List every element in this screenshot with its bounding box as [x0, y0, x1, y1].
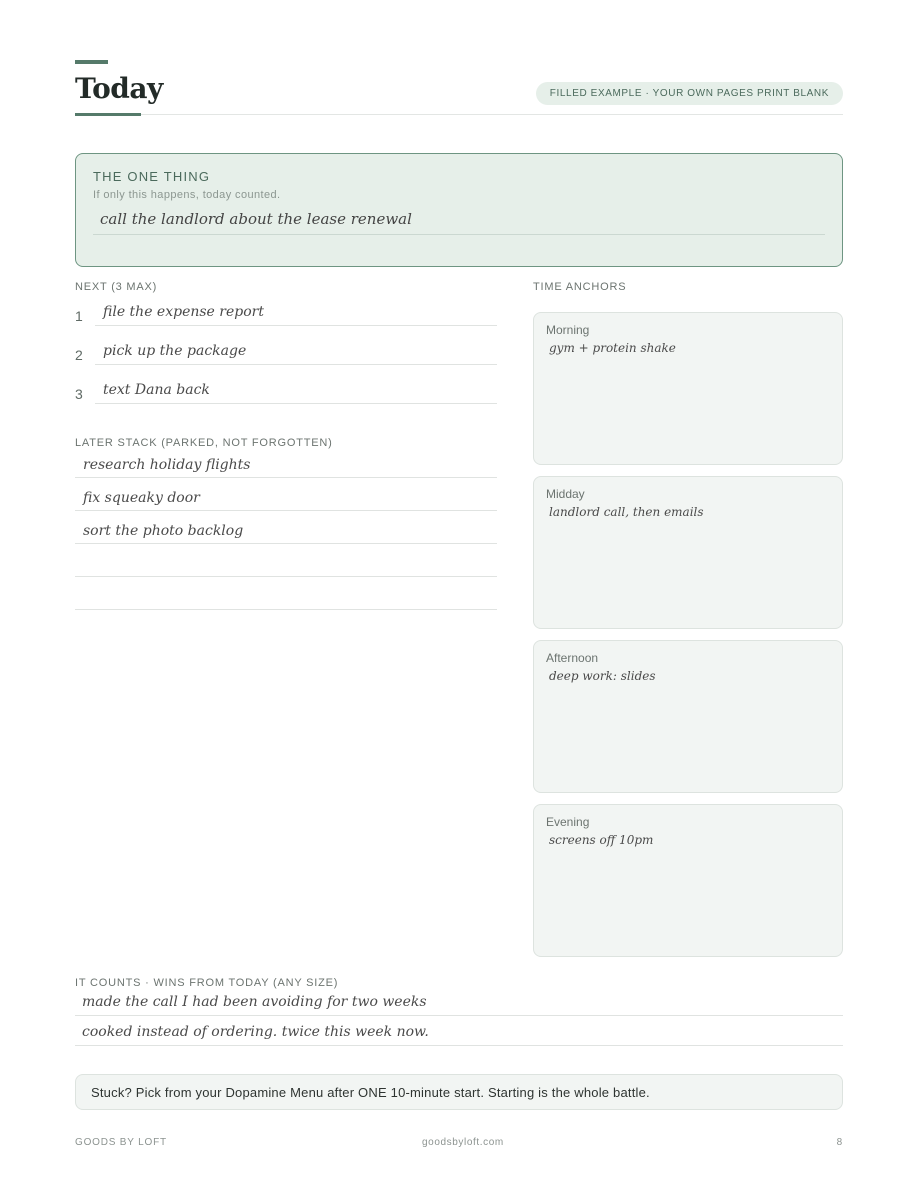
page-number: 8 [836, 1137, 843, 1148]
next-item-text: file the expense report [103, 304, 264, 320]
time-anchor-text: gym + protein shake [549, 341, 676, 355]
time-anchor-text: screens off 10pm [549, 833, 654, 847]
next-item[interactable] [75, 341, 497, 371]
time-anchor-text: deep work: slides [549, 669, 656, 683]
stuck-tip-box [75, 1074, 843, 1110]
one-thing-value[interactable]: call the landlord about the lease renewal [100, 210, 412, 228]
footer-url: goodsbyloft.com [422, 1137, 504, 1148]
later-item[interactable] [75, 522, 497, 552]
next-item-number: 1 [75, 308, 83, 324]
time-anchor-label: Afternoon [546, 651, 599, 665]
next-item-number: 2 [75, 347, 83, 363]
next-item-number: 3 [75, 386, 83, 402]
win-item[interactable] [75, 993, 843, 1023]
time-anchor-label: Morning [546, 323, 590, 337]
next-item-text: text Dana back [103, 382, 210, 398]
win-item[interactable] [75, 1023, 843, 1053]
example-badge: FILLED EXAMPLE · YOUR OWN PAGES PRINT BLANK [536, 82, 843, 105]
later-item-text: sort the photo backlog [83, 523, 244, 539]
one-thing-subtitle: If only this happens, today counted. [93, 189, 281, 201]
next-item-text: pick up the package [103, 343, 247, 359]
next-item[interactable] [75, 380, 497, 410]
writing-line [75, 543, 497, 544]
time-anchor-morning[interactable] [533, 312, 843, 465]
one-thing-writing-line [93, 234, 825, 235]
later-stack-label: LATER STACK (PARKED, NOT FORGOTTEN) [75, 437, 333, 449]
footer-brand: GOODS BY LOFT [75, 1137, 167, 1148]
writing-line [75, 1015, 843, 1016]
wins-label: IT COUNTS · WINS FROM TODAY (ANY SIZE) [75, 977, 339, 989]
title-underline [75, 113, 141, 116]
writing-line [95, 364, 497, 365]
writing-line [75, 510, 497, 511]
time-anchor-afternoon[interactable] [533, 640, 843, 793]
later-item[interactable] [75, 489, 497, 519]
win-item-text: made the call I had been avoiding for two weeks [82, 994, 427, 1010]
next-item[interactable] [75, 302, 497, 332]
stuck-tip-text: Stuck? Pick from your Dopamine Menu after ONE 10-minute start. Starting is the whole battle. [91, 1085, 650, 1100]
later-item-text: fix squeaky door [83, 490, 200, 506]
one-thing-box [75, 153, 843, 267]
later-item[interactable] [75, 456, 497, 486]
writing-line [75, 1045, 843, 1046]
page-title: Today [75, 72, 163, 105]
one-thing-label: THE ONE THING [93, 169, 211, 184]
time-anchor-evening[interactable] [533, 804, 843, 957]
writing-line [95, 325, 497, 326]
title-accent-bar [75, 60, 108, 64]
time-anchors-label: TIME ANCHORS [533, 281, 627, 293]
writing-line [75, 609, 497, 610]
writing-line [75, 477, 497, 478]
writing-line [95, 403, 497, 404]
header-divider [75, 114, 843, 115]
time-anchor-midday[interactable] [533, 476, 843, 629]
writing-line [75, 576, 497, 577]
next-label: NEXT (3 MAX) [75, 281, 158, 293]
win-item-text: cooked instead of ordering. twice this week now. [82, 1024, 429, 1040]
time-anchor-text: landlord call, then emails [549, 505, 704, 519]
later-item[interactable] [75, 555, 497, 585]
time-anchor-label: Evening [546, 815, 590, 829]
time-anchor-label: Midday [546, 487, 585, 501]
later-item[interactable] [75, 588, 497, 618]
later-item-text: research holiday flights [83, 457, 251, 473]
